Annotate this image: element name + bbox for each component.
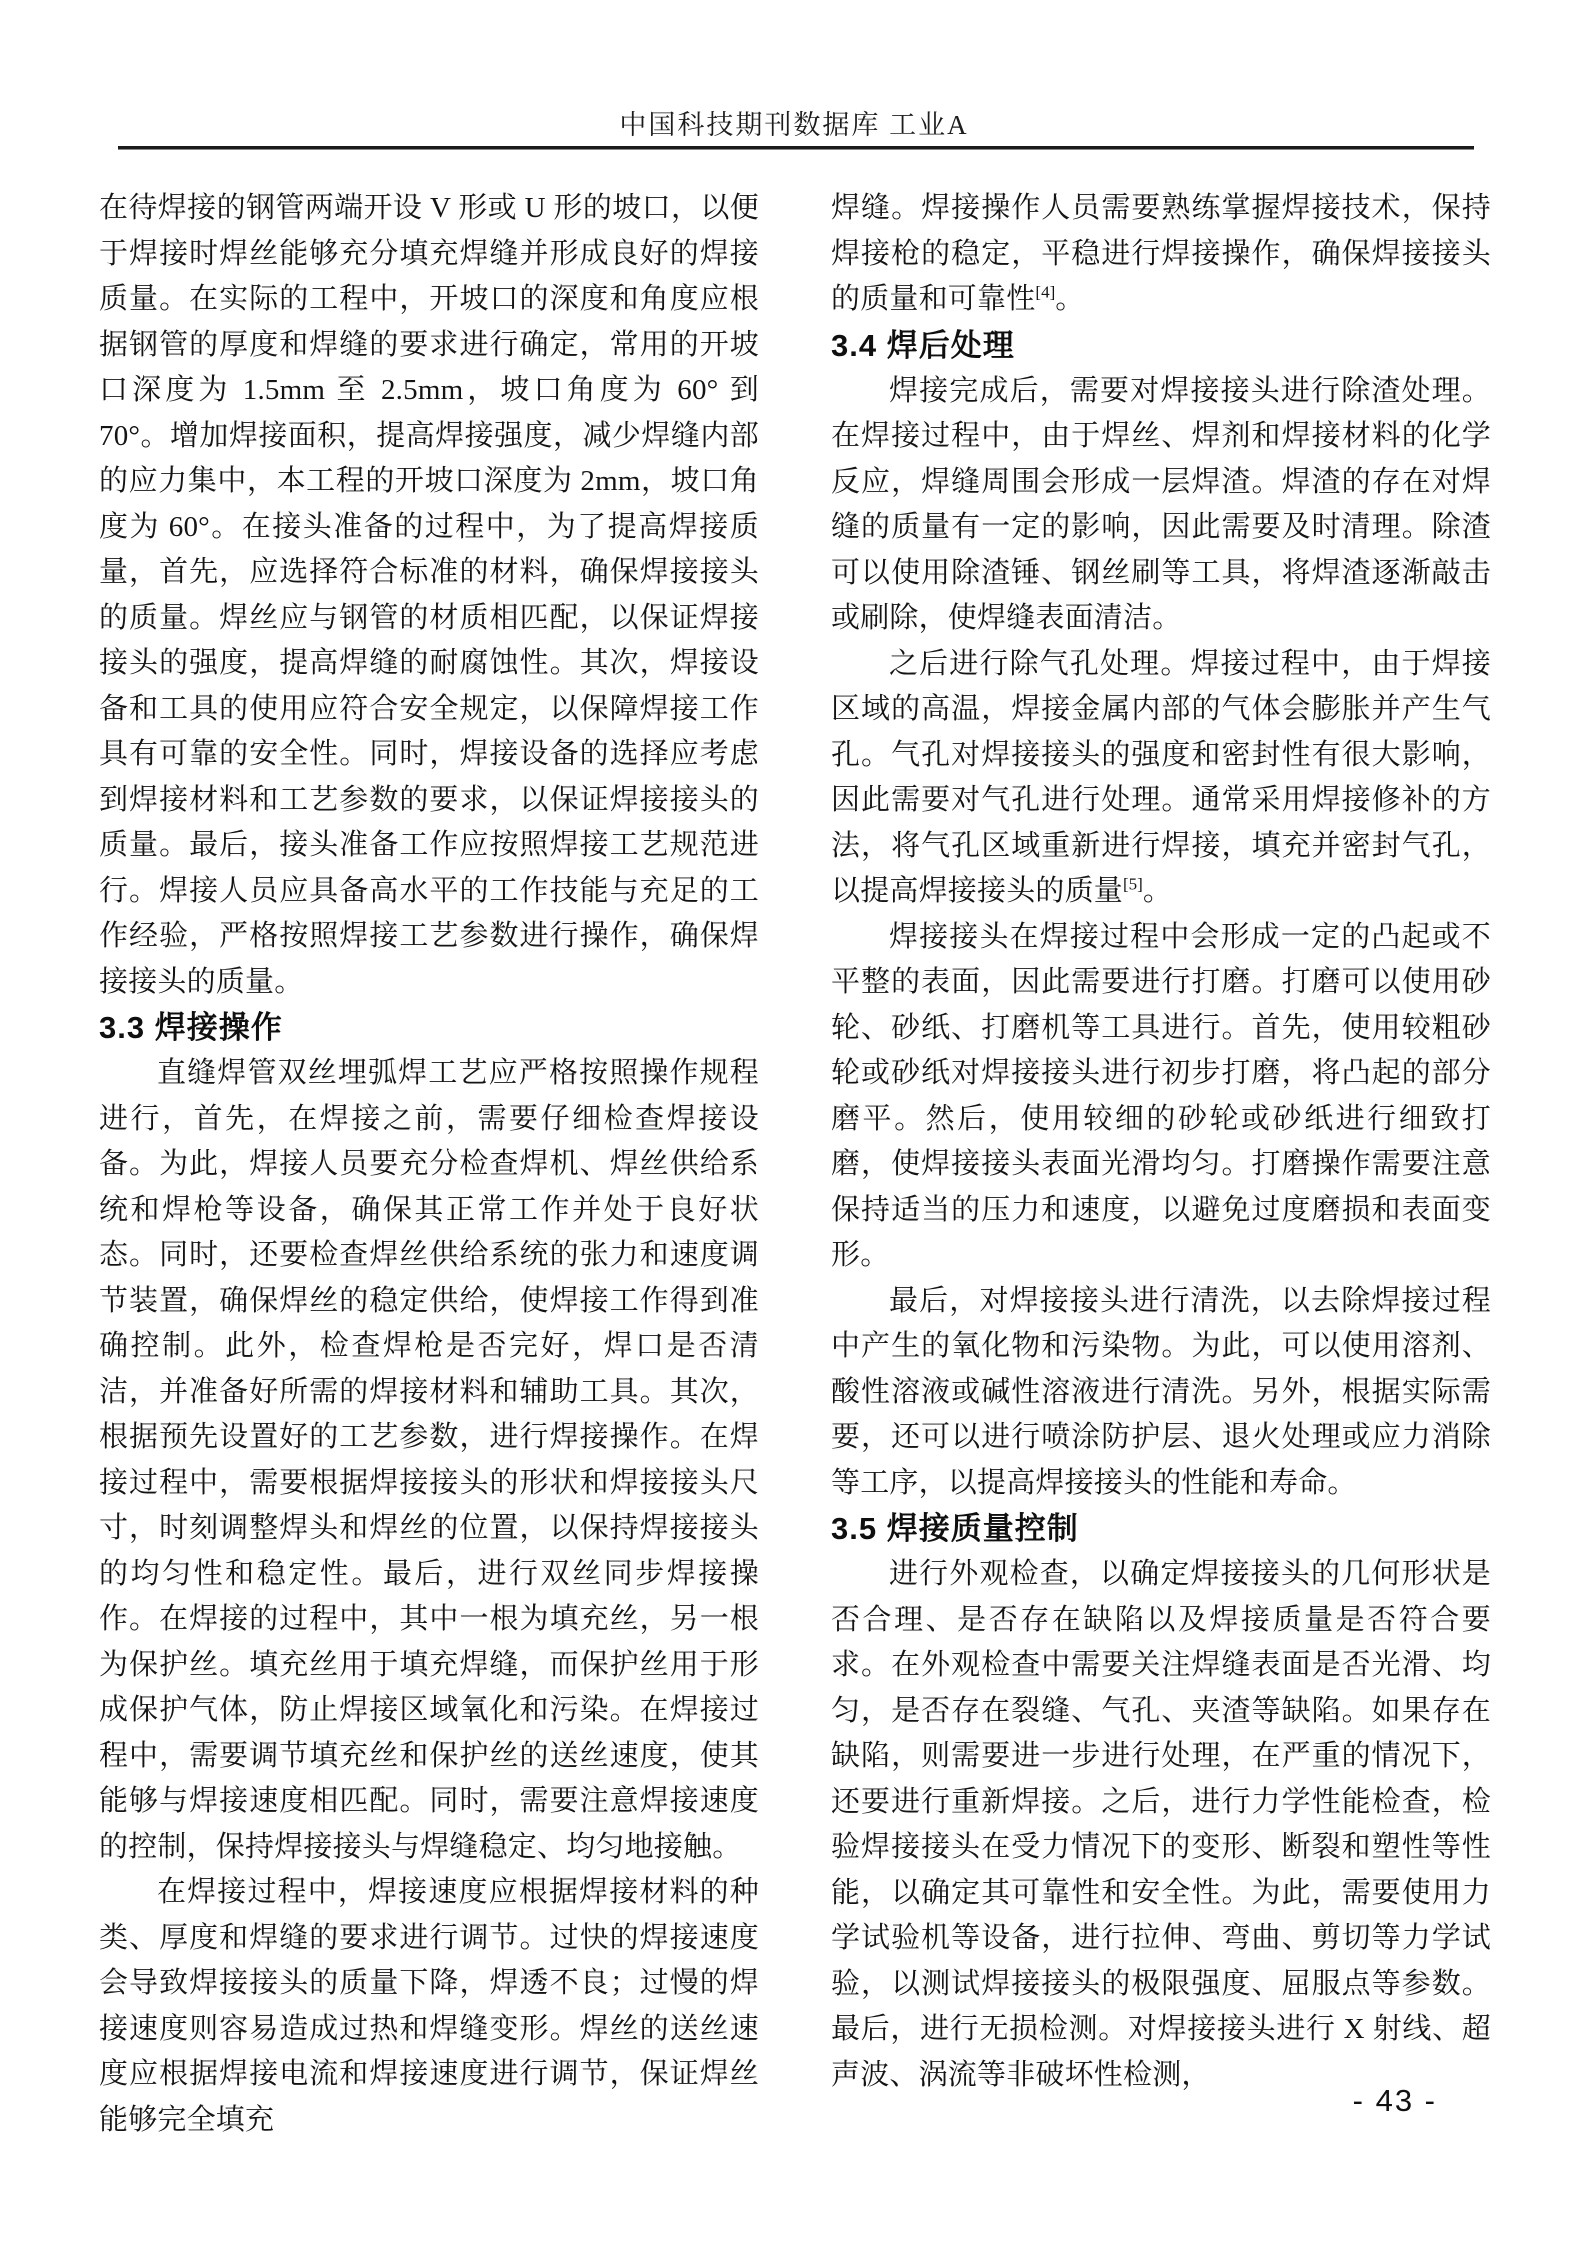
citation-superscript: [4] bbox=[1035, 282, 1056, 302]
paragraph: 进行外观检查，以确定焊接接头的几何形状是否合理、是否存在缺陷以及焊接质量是否符合要求。在外观检查中需要关注焊缝表面是否光滑、均匀，是否存在裂缝、气孔、夹渣等缺陷。如果存在缺陷，则需要进一步进行处理，在严重的情况下，还要进行重新焊接。之后，进行力学性能检查，检验焊接接头在受力情况下的变形、断裂和塑性等性能，以确定其可靠性和安全性。为此，需要使用力学试验机等设备，进行拉伸、弯曲、剪切等力学试验，以测试焊接接头的极限强度、屈服点等参数。最后，进行无损检测。对焊接接头进行 X 射线、超声波、涡流等非破坏性检测， bbox=[831, 1558, 1491, 2091]
journal-header-title: 中国科技期刊数据库 工业A bbox=[619, 110, 969, 140]
paragraph: 之后进行除气孔处理。焊接过程中，由于焊接区域的高温，焊接金属内部的气体会膨胀并产生气孔。气孔对焊接接头的强度和密封性有很大影响，因此需要对气孔进行处理。通常采用焊接修补的方法，将气孔区域重新进行焊接，填充并密封气孔，以提高焊接接头的质量[5]。 bbox=[831, 647, 1491, 907]
paragraph: 焊接完成后，需要对焊接接头进行除渣处理。在焊接过程中，由于焊丝、焊剂和焊接材料的化学反应，焊缝周围会形成一层焊渣。焊渣的存在对焊缝的质量有一定的影响，因此需要及时清理。除渣可以使用除渣锤、钢丝刷等工具，将焊渣逐渐敲击或刷除，使焊缝表面清洁。 bbox=[831, 374, 1491, 634]
section-heading: 3.3 焊接操作 bbox=[99, 1010, 283, 1045]
section-heading: 3.5 焊接质量控制 bbox=[831, 1511, 1079, 1546]
paragraph: 在焊接过程中，焊接速度应根据焊接材料的种类、厚度和焊缝的要求进行调节。过快的焊接速度会导致焊接接头的质量下降，焊透不良；过慢的焊接速度则容易造成过热和焊缝变形。焊丝的送丝速度应根据焊接电流和焊接速度进行调节，保证焊丝能够完全填充 bbox=[99, 1876, 759, 2136]
article-body bbox=[99, 186, 1491, 2143]
header-divider-rule bbox=[118, 146, 1474, 150]
paragraph: 焊缝。焊接操作人员需要熟练掌握焊接技术，保持焊接枪的稳定，平稳进行焊接操作，确保焊接接头的质量和可靠性[4]。 bbox=[831, 192, 1491, 315]
page-number: - 43 - bbox=[1352, 2083, 1437, 2118]
paragraph: 直缝焊管双丝埋弧焊工艺应严格按照操作规程进行，首先，在焊接之前，需要仔细检查焊接设备。为此，焊接人员要充分检查焊机、焊丝供给系统和焊枪等设备，确保其正常工作并处于良好状态。同时，还要检查焊丝供给系统的张力和速度调节装置，确保焊丝的稳定供给，使焊接工作得到准确控制。此外，检查焊枪是否完好，焊口是否清洁，并准备好所需的焊接材料和辅助工具。其次，根据预先设置好的工艺参数，进行焊接操作。在焊接过程中，需要根据焊接接头的形状和焊接接头尺寸，时刻调整焊头和焊丝的位置，以保持焊接接头的均匀性和稳定性。最后，进行双丝同步焊接操作。在焊接的过程中，其中一根为填充丝，另一根为保护丝。填充丝用于填充焊缝，而保护丝用于形成保护气体，防止焊接区域氧化和污染。在焊接过程中，需要调节填充丝和保护丝的送丝速度，使其能够与焊接速度相匹配。同时，需要注意焊接速度的控制，保持焊接接头与焊缝稳定、均匀地接触。 bbox=[99, 1057, 759, 1863]
paragraph: 最后，对焊接接头进行清洗，以去除焊接过程中产生的氧化物和污染物。为此，可以使用溶剂、酸性溶液或碱性溶液进行清洗。另外，根据实际需要，还可以进行喷涂防护层、退火处理或应力消除等工序，以提高焊接接头的性能和寿命。 bbox=[831, 1284, 1491, 1499]
paragraph: 在待焊接的钢管两端开设 V 形或 U 形的坡口，以便于焊接时焊丝能够充分填充焊缝并形成良好的焊接质量。在实际的工程中，开坡口的深度和角度应根据钢管的厚度和焊缝的要求进行确定，常用的开坡口深度为 1.5mm 至 2.5mm，坡口角度为 60° 到 70°。增加焊接面积，提高焊接强度，减少焊缝内部的应力集中，本工程的开坡口深度为 2mm，坡口角度为 60°。在接头准备的过程中，为了提高焊接质量，首先，应选择符合标准的材料，确保焊接接头的质量。焊丝应与钢管的材质相匹配，以保证焊接接头的强度，提高焊缝的耐腐蚀性。其次，焊接设备和工具的使用应符合安全规定，以保障焊接工作具有可靠的安全性。同时，焊接设备的选择应考虑到焊接材料和工艺参数的要求，以保证焊接接头的质量。最后，接头准备工作应按照焊接工艺规范进行。焊接人员应具备高水平的工作技能与充足的工作经验，严格按照焊接工艺参数进行操作，确保焊接接头的质量。 bbox=[99, 192, 759, 998]
section-heading: 3.4 焊后处理 bbox=[831, 327, 1015, 363]
citation-superscript: [5] bbox=[1123, 874, 1143, 894]
left-column bbox=[99, 186, 759, 2143]
right-column bbox=[831, 186, 1491, 2143]
paragraph: 焊接接头在焊接过程中会形成一定的凸起或不平整的表面，因此需要进行打磨。打磨可以使用砂轮、砂纸、打磨机等工具进行。首先，使用较粗砂轮或砂纸对焊接接头进行初步打磨，将凸起的部分磨平。然后，使用较细的砂轮或砂纸进行细致打磨，使焊接接头表面光滑均匀。打磨操作需要注意保持适当的压力和速度，以避免过度磨损和表面变形。 bbox=[831, 920, 1491, 1271]
